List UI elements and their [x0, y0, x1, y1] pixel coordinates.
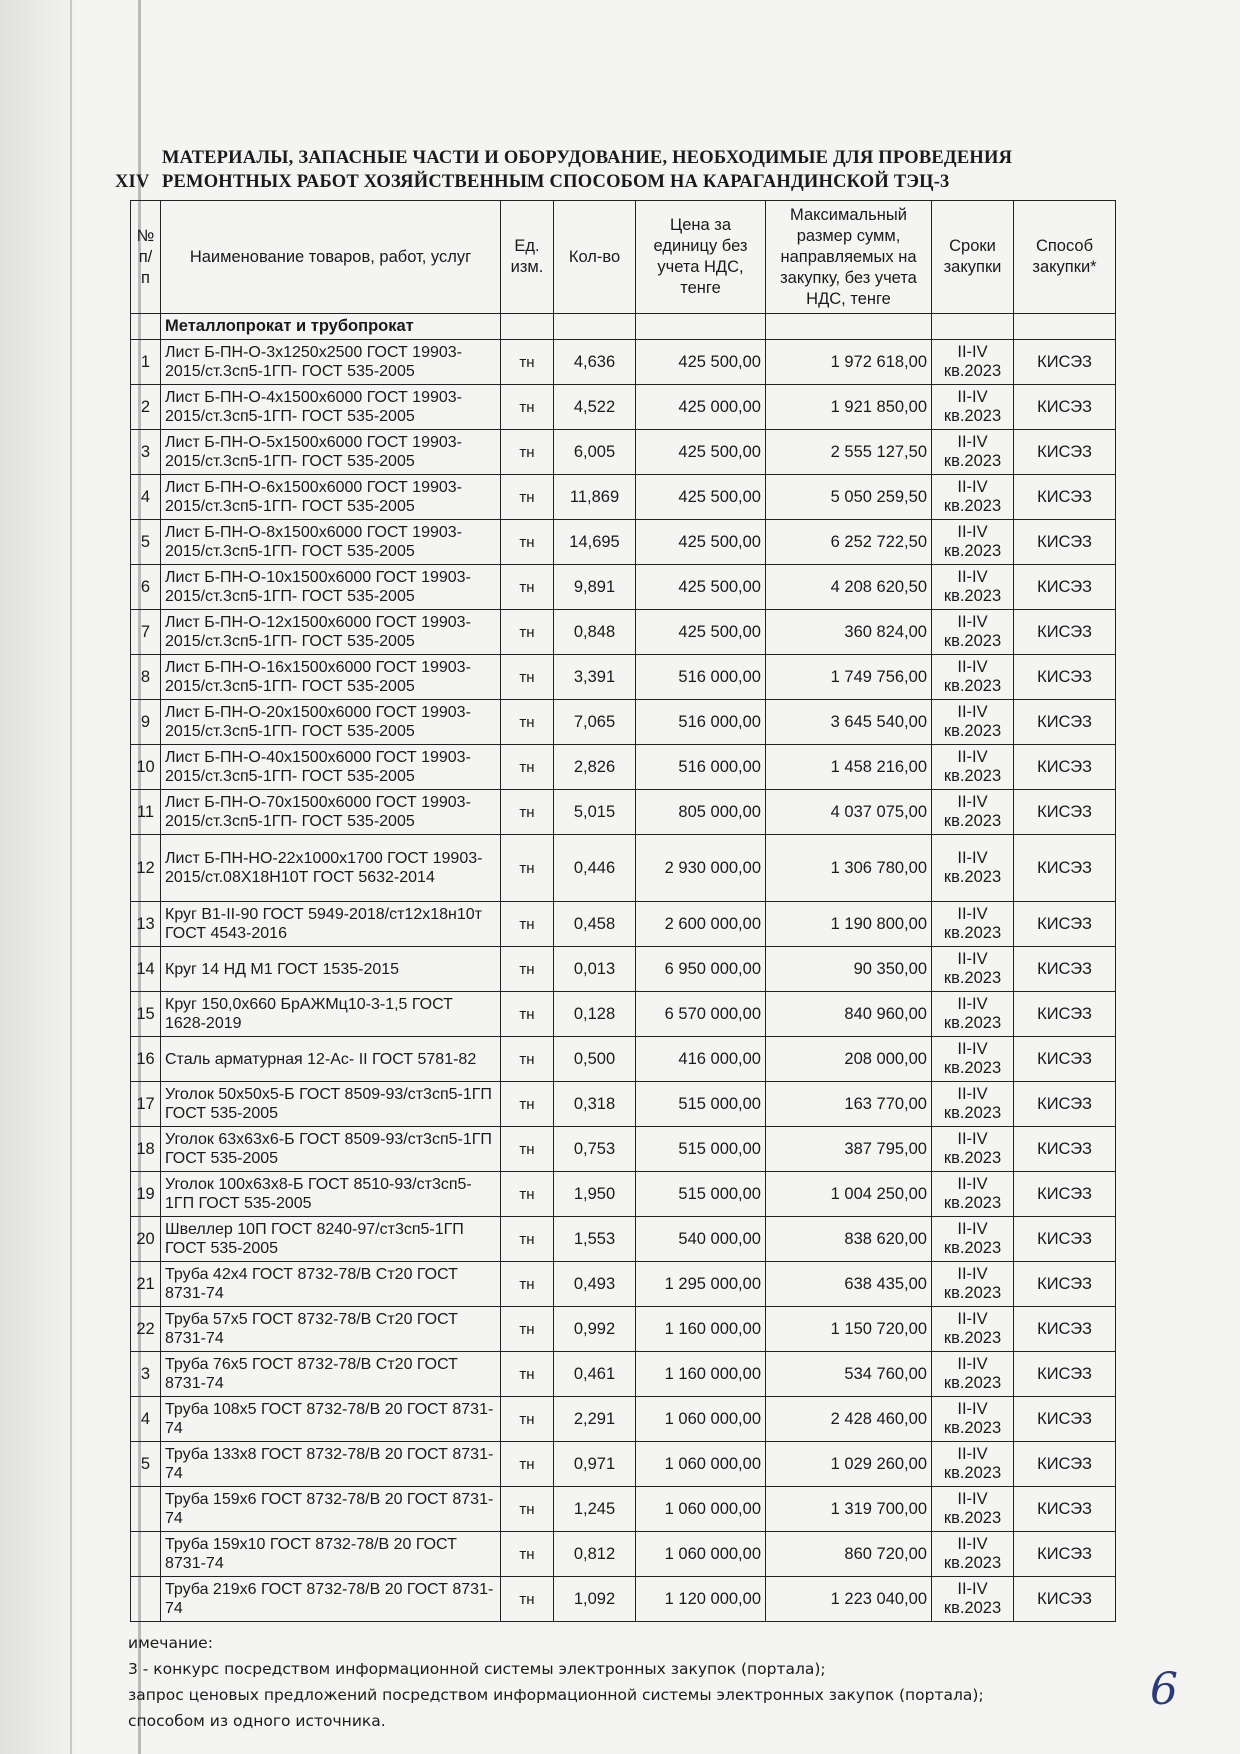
quantity: 9,891 — [554, 565, 636, 610]
max-amount: 1 190 800,00 — [766, 902, 932, 947]
unit: тн — [501, 700, 554, 745]
item-name: Лист Б-ПН-О-20х1500х6000 ГОСТ 19903-2015/ст.3сп5-1ГП- ГОСТ 535-2005 — [161, 700, 501, 745]
row-number: 22 — [131, 1307, 161, 1352]
quantity: 2,826 — [554, 745, 636, 790]
row-number: 1 — [131, 340, 161, 385]
quantity: 0,461 — [554, 1352, 636, 1397]
row-number: 4 — [131, 1397, 161, 1442]
table-row — [131, 610, 1116, 655]
unit: тн — [501, 610, 554, 655]
quantity: 4,636 — [554, 340, 636, 385]
unit: тн — [501, 1352, 554, 1397]
table-row — [131, 947, 1116, 992]
max-amount: 1 921 850,00 — [766, 385, 932, 430]
unit: тн — [501, 1307, 554, 1352]
max-amount: 638 435,00 — [766, 1262, 932, 1307]
procurement-period: II-IV кв.2023 — [932, 1307, 1014, 1352]
row-number: 15 — [131, 992, 161, 1037]
max-amount: 1 223 040,00 — [766, 1577, 932, 1622]
item-name: Круг 150,0х660 БрАЖМц10-3-1,5 ГОСТ 1628-2019 — [161, 992, 501, 1037]
item-name: Швеллер 10П ГОСТ 8240-97/ст3сп5-1ГП ГОСТ 535-2005 — [161, 1217, 501, 1262]
procurement-method: КИСЭЗ — [1014, 947, 1116, 992]
procurement-method: КИСЭЗ — [1014, 610, 1116, 655]
table-row — [131, 1262, 1116, 1307]
max-amount: 1 306 780,00 — [766, 835, 932, 902]
unit-price: 6 950 000,00 — [636, 947, 766, 992]
max-amount: 1 749 756,00 — [766, 655, 932, 700]
item-name: Лист Б-ПН-О-6х1500х6000 ГОСТ 19903-2015/ст.3сп5-1ГП- ГОСТ 535-2005 — [161, 475, 501, 520]
max-amount: 4 037 075,00 — [766, 790, 932, 835]
row-number: 5 — [131, 1442, 161, 1487]
max-amount: 1 458 216,00 — [766, 745, 932, 790]
unit-price: 515 000,00 — [636, 1127, 766, 1172]
procurement-period: II-IV кв.2023 — [932, 565, 1014, 610]
unit: тн — [501, 835, 554, 902]
quantity: 0,500 — [554, 1037, 636, 1082]
unit-price: 516 000,00 — [636, 745, 766, 790]
procurement-method: КИСЭЗ — [1014, 520, 1116, 565]
unit-price: 425 500,00 — [636, 565, 766, 610]
unit-price: 425 000,00 — [636, 385, 766, 430]
item-name: Лист Б-ПН-О-10х1500х6000 ГОСТ 19903-2015/ст.3сп5-1ГП- ГОСТ 535-2005 — [161, 565, 501, 610]
row-number: 4 — [131, 475, 161, 520]
quantity: 0,971 — [554, 1442, 636, 1487]
table-row — [131, 1532, 1116, 1577]
procurement-method: КИСЭЗ — [1014, 1577, 1116, 1622]
procurement-period: II-IV кв.2023 — [932, 902, 1014, 947]
max-amount: 208 000,00 — [766, 1037, 932, 1082]
column-header: Ед. изм. — [501, 201, 554, 314]
item-name: Лист Б-ПН-О-5х1500х6000 ГОСТ 19903-2015/ст.3сп5-1ГП- ГОСТ 535-2005 — [161, 430, 501, 475]
max-amount: 534 760,00 — [766, 1352, 932, 1397]
row-number: 21 — [131, 1262, 161, 1307]
procurement-period: II-IV кв.2023 — [932, 1172, 1014, 1217]
unit-price: 1 060 000,00 — [636, 1532, 766, 1577]
quantity: 0,992 — [554, 1307, 636, 1352]
unit: тн — [501, 1127, 554, 1172]
quantity: 0,493 — [554, 1262, 636, 1307]
unit: тн — [501, 1262, 554, 1307]
unit-price: 416 000,00 — [636, 1037, 766, 1082]
table-row — [131, 902, 1116, 947]
procurement-period: II-IV кв.2023 — [932, 610, 1014, 655]
procurement-method: КИСЭЗ — [1014, 1352, 1116, 1397]
unit-price: 6 570 000,00 — [636, 992, 766, 1037]
category-label: Металлопрокат и трубопрокат — [161, 314, 501, 340]
item-name: Уголок 50х50х5-Б ГОСТ 8509-93/ст3сп5-1ГП ГОСТ 535-2005 — [161, 1082, 501, 1127]
unit: тн — [501, 520, 554, 565]
note-heading: имечание: — [128, 1634, 213, 1652]
item-name: Труба 108х5 ГОСТ 8732-78/В 20 ГОСТ 8731-74 — [161, 1397, 501, 1442]
item-name: Лист Б-ПН-О-40х1500х6000 ГОСТ 19903-2015/ст.3сп5-1ГП- ГОСТ 535-2005 — [161, 745, 501, 790]
item-name: Лист Б-ПН-О-12х1500х6000 ГОСТ 19903-2015/ст.3сп5-1ГП- ГОСТ 535-2005 — [161, 610, 501, 655]
unit-price: 1 060 000,00 — [636, 1487, 766, 1532]
row-number: 7 — [131, 610, 161, 655]
procurement-method: КИСЭЗ — [1014, 565, 1116, 610]
item-name: Труба 42х4 ГОСТ 8732-78/В Ст20 ГОСТ 8731-74 — [161, 1262, 501, 1307]
procurement-period: II-IV кв.2023 — [932, 1487, 1014, 1532]
max-amount: 360 824,00 — [766, 610, 932, 655]
table-row — [131, 340, 1116, 385]
item-name: Лист Б-ПН-О-70х1500х6000 ГОСТ 19903-2015/ст.3сп5-1ГП- ГОСТ 535-2005 — [161, 790, 501, 835]
quantity: 0,753 — [554, 1127, 636, 1172]
unit-price: 515 000,00 — [636, 1172, 766, 1217]
unit-price: 540 000,00 — [636, 1217, 766, 1262]
unit-price: 805 000,00 — [636, 790, 766, 835]
column-header: Кол-во — [554, 201, 636, 314]
table-row — [131, 745, 1116, 790]
unit: тн — [501, 902, 554, 947]
row-number: 19 — [131, 1172, 161, 1217]
max-amount: 1 004 250,00 — [766, 1172, 932, 1217]
procurement-method: КИСЭЗ — [1014, 1037, 1116, 1082]
max-amount: 838 620,00 — [766, 1217, 932, 1262]
max-amount: 6 252 722,50 — [766, 520, 932, 565]
unit: тн — [501, 1532, 554, 1577]
category-row — [131, 314, 1116, 340]
quantity: 0,128 — [554, 992, 636, 1037]
max-amount: 860 720,00 — [766, 1532, 932, 1577]
quantity: 0,446 — [554, 835, 636, 902]
unit-price: 1 060 000,00 — [636, 1442, 766, 1487]
procurement-method: КИСЭЗ — [1014, 1307, 1116, 1352]
procurement-method: КИСЭЗ — [1014, 1082, 1116, 1127]
unit-price: 2 930 000,00 — [636, 835, 766, 902]
item-name: Лист Б-ПН-О-4х1500х6000 ГОСТ 19903-2015/ст.3сп5-1ГП- ГОСТ 535-2005 — [161, 385, 501, 430]
unit: тн — [501, 1442, 554, 1487]
unit-price: 1 120 000,00 — [636, 1577, 766, 1622]
row-number: 12 — [131, 835, 161, 902]
table-row — [131, 565, 1116, 610]
table-row — [131, 835, 1116, 902]
item-name: Труба 219х6 ГОСТ 8732-78/В 20 ГОСТ 8731-74 — [161, 1577, 501, 1622]
procurement-method: КИСЭЗ — [1014, 1532, 1116, 1577]
procurement-method: КИСЭЗ — [1014, 1442, 1116, 1487]
procurement-period: II-IV кв.2023 — [932, 1532, 1014, 1577]
unit-price: 2 600 000,00 — [636, 902, 766, 947]
row-number: 20 — [131, 1217, 161, 1262]
procurement-method: КИСЭЗ — [1014, 430, 1116, 475]
procurement-period: II-IV кв.2023 — [932, 1577, 1014, 1622]
procurement-method: КИСЭЗ — [1014, 1487, 1116, 1532]
procurement-method: КИСЭЗ — [1014, 340, 1116, 385]
unit-price: 515 000,00 — [636, 1082, 766, 1127]
row-number: 18 — [131, 1127, 161, 1172]
table-row — [131, 1082, 1116, 1127]
unit: тн — [501, 992, 554, 1037]
procurement-method: КИСЭЗ — [1014, 1217, 1116, 1262]
table-row — [131, 475, 1116, 520]
procurement-method: КИСЭЗ — [1014, 1127, 1116, 1172]
column-header: Сроки закупки — [932, 201, 1014, 314]
procurement-period: II-IV кв.2023 — [932, 745, 1014, 790]
procurement-period: II-IV кв.2023 — [932, 1262, 1014, 1307]
item-name: Лист Б-ПН-О-16х1500х6000 ГОСТ 19903-2015/ст.3сп5-1ГП- ГОСТ 535-2005 — [161, 655, 501, 700]
quantity: 2,291 — [554, 1397, 636, 1442]
row-number: 14 — [131, 947, 161, 992]
note-line: запрос ценовых предложений посредством информационной системы электронных закупок (портала); — [128, 1686, 984, 1704]
row-number: 16 — [131, 1037, 161, 1082]
procurement-period: II-IV кв.2023 — [932, 1352, 1014, 1397]
item-name: Труба 133х8 ГОСТ 8732-78/В 20 ГОСТ 8731-74 — [161, 1442, 501, 1487]
table-row — [131, 700, 1116, 745]
quantity: 1,245 — [554, 1487, 636, 1532]
procurement-method: КИСЭЗ — [1014, 790, 1116, 835]
binding-line — [70, 0, 72, 1754]
item-name: Лист Б-ПН-О-8х1500х6000 ГОСТ 19903-2015/ст.3сп5-1ГП- ГОСТ 535-2005 — [161, 520, 501, 565]
max-amount: 1 150 720,00 — [766, 1307, 932, 1352]
row-number — [131, 1487, 161, 1532]
unit: тн — [501, 340, 554, 385]
max-amount: 5 050 259,50 — [766, 475, 932, 520]
unit-price: 1 295 000,00 — [636, 1262, 766, 1307]
max-amount: 387 795,00 — [766, 1127, 932, 1172]
title-line-2: РЕМОНТНЫХ РАБОТ ХОЗЯЙСТВЕННЫМ СПОСОБОМ НА КАРАГАНДИНСКОЙ ТЭЦ-3 — [162, 172, 950, 192]
procurement-method: КИСЭЗ — [1014, 655, 1116, 700]
table-row — [131, 1217, 1116, 1262]
max-amount: 1 319 700,00 — [766, 1487, 932, 1532]
row-number: 3 — [131, 1352, 161, 1397]
procurement-period: II-IV кв.2023 — [932, 1397, 1014, 1442]
procurement-method: КИСЭЗ — [1014, 1172, 1116, 1217]
quantity: 1,553 — [554, 1217, 636, 1262]
column-header: Наименование товаров, работ, услуг — [161, 201, 501, 314]
unit: тн — [501, 1217, 554, 1262]
unit: тн — [501, 1082, 554, 1127]
unit: тн — [501, 385, 554, 430]
item-name: Круг В1-II-90 ГОСТ 5949-2018/ст12х18н10т ГОСТ 4543-2016 — [161, 902, 501, 947]
max-amount: 4 208 620,50 — [766, 565, 932, 610]
max-amount: 1 972 618,00 — [766, 340, 932, 385]
unit: тн — [501, 1397, 554, 1442]
quantity: 0,458 — [554, 902, 636, 947]
table-row — [131, 992, 1116, 1037]
quantity: 0,013 — [554, 947, 636, 992]
item-name: Уголок 100х63х8-Б ГОСТ 8510-93/ст3сп5-1ГП ГОСТ 535-2005 — [161, 1172, 501, 1217]
row-number: 8 — [131, 655, 161, 700]
column-header: Максимальный размер сумм, направляемых на закупку, без учета НДС, тенге — [766, 201, 932, 314]
unit: тн — [501, 790, 554, 835]
procurement-period: II-IV кв.2023 — [932, 992, 1014, 1037]
item-name: Круг 14 НД М1 ГОСТ 1535-2015 — [161, 947, 501, 992]
row-number — [131, 1577, 161, 1622]
item-name: Уголок 63х63х6-Б ГОСТ 8509-93/ст3сп5-1ГП ГОСТ 535-2005 — [161, 1127, 501, 1172]
table-row — [131, 1397, 1116, 1442]
unit-price: 425 500,00 — [636, 610, 766, 655]
table-row — [131, 520, 1116, 565]
item-name: Сталь арматурная 12-Ас- II ГОСТ 5781-82 — [161, 1037, 501, 1082]
procurement-period: II-IV кв.2023 — [932, 520, 1014, 565]
unit: тн — [501, 475, 554, 520]
column-header: Способ закупки* — [1014, 201, 1116, 314]
procurement-period: II-IV кв.2023 — [932, 340, 1014, 385]
document-title — [162, 146, 1062, 194]
table-row — [131, 1307, 1116, 1352]
procurement-period: II-IV кв.2023 — [932, 385, 1014, 430]
item-name: Труба 76х5 ГОСТ 8732-78/В Ст20 ГОСТ 8731-74 — [161, 1352, 501, 1397]
procurement-period: II-IV кв.2023 — [932, 475, 1014, 520]
unit: тн — [501, 1037, 554, 1082]
unit: тн — [501, 745, 554, 790]
procurement-method: КИСЭЗ — [1014, 992, 1116, 1037]
procurement-period: II-IV кв.2023 — [932, 655, 1014, 700]
row-number — [131, 1532, 161, 1577]
row-number: 17 — [131, 1082, 161, 1127]
note-line: 3 - конкурс посредством информационной системы электронных закупок (портала); — [128, 1660, 826, 1678]
procurement-period: II-IV кв.2023 — [932, 1037, 1014, 1082]
handwritten-page-number: 6 — [1150, 1664, 1178, 1715]
procurement-method: КИСЭЗ — [1014, 1262, 1116, 1307]
unit-price: 516 000,00 — [636, 655, 766, 700]
max-amount: 2 428 460,00 — [766, 1397, 932, 1442]
note-line: способом из одного источника. — [128, 1712, 386, 1730]
row-number: 6 — [131, 565, 161, 610]
procurement-method: КИСЭЗ — [1014, 902, 1116, 947]
table-header-row — [131, 201, 1116, 314]
unit-price: 1 060 000,00 — [636, 1397, 766, 1442]
unit: тн — [501, 947, 554, 992]
unit-price: 516 000,00 — [636, 700, 766, 745]
row-number: 5 — [131, 520, 161, 565]
max-amount: 90 350,00 — [766, 947, 932, 992]
table-row — [131, 430, 1116, 475]
row-number: 13 — [131, 902, 161, 947]
procurement-method: КИСЭЗ — [1014, 835, 1116, 902]
binding-edge — [0, 0, 80, 1754]
procurement-method: КИСЭЗ — [1014, 385, 1116, 430]
row-number: 2 — [131, 385, 161, 430]
table-row — [131, 1577, 1116, 1622]
table-row — [131, 1352, 1116, 1397]
row-number: 10 — [131, 745, 161, 790]
quantity: 3,391 — [554, 655, 636, 700]
quantity: 4,522 — [554, 385, 636, 430]
unit-price: 425 500,00 — [636, 475, 766, 520]
item-name: Труба 159х6 ГОСТ 8732-78/В 20 ГОСТ 8731-74 — [161, 1487, 501, 1532]
notes — [128, 1630, 1128, 1734]
column-header: Цена за единицу без учета НДС, тенге — [636, 201, 766, 314]
table-row — [131, 1127, 1116, 1172]
procurement-period: II-IV кв.2023 — [932, 1127, 1014, 1172]
unit: тн — [501, 1487, 554, 1532]
max-amount: 840 960,00 — [766, 992, 932, 1037]
table-row — [131, 1487, 1116, 1532]
section-number: XIV — [115, 172, 150, 192]
max-amount: 2 555 127,50 — [766, 430, 932, 475]
table-row — [131, 1037, 1116, 1082]
row-number: 3 — [131, 430, 161, 475]
quantity: 5,015 — [554, 790, 636, 835]
item-name: Лист Б-ПН-О-3х1250х2500 ГОСТ 19903-2015/ст.3сп5-1ГП- ГОСТ 535-2005 — [161, 340, 501, 385]
unit-price: 1 160 000,00 — [636, 1307, 766, 1352]
quantity: 0,812 — [554, 1532, 636, 1577]
unit-price: 1 160 000,00 — [636, 1352, 766, 1397]
unit: тн — [501, 1577, 554, 1622]
table-row — [131, 1442, 1116, 1487]
item-name: Труба 57х5 ГОСТ 8732-78/В Ст20 ГОСТ 8731-74 — [161, 1307, 501, 1352]
procurement-period: II-IV кв.2023 — [932, 700, 1014, 745]
unit: тн — [501, 655, 554, 700]
quantity: 6,005 — [554, 430, 636, 475]
procurement-method: КИСЭЗ — [1014, 475, 1116, 520]
max-amount: 1 029 260,00 — [766, 1442, 932, 1487]
procurement-method: КИСЭЗ — [1014, 745, 1116, 790]
quantity: 14,695 — [554, 520, 636, 565]
procurement-period: II-IV кв.2023 — [932, 835, 1014, 902]
item-name: Лист Б-ПН-НО-22х1000х1700 ГОСТ 19903-2015/ст.08Х18Н10Т ГОСТ 5632-2014 — [161, 835, 501, 902]
procurement-period: II-IV кв.2023 — [932, 947, 1014, 992]
item-name: Труба 159х10 ГОСТ 8732-78/В 20 ГОСТ 8731-74 — [161, 1532, 501, 1577]
procurement-period: II-IV кв.2023 — [932, 790, 1014, 835]
quantity: 0,318 — [554, 1082, 636, 1127]
table-row — [131, 655, 1116, 700]
unit-price: 425 500,00 — [636, 340, 766, 385]
unit-price: 425 500,00 — [636, 430, 766, 475]
max-amount: 3 645 540,00 — [766, 700, 932, 745]
quantity: 0,848 — [554, 610, 636, 655]
title-line-1: МАТЕРИАЛЫ, ЗАПАСНЫЕ ЧАСТИ И ОБОРУДОВАНИЕ, НЕОБХОДИМЫЕ ДЛЯ ПРОВЕДЕНИЯ — [162, 148, 1013, 168]
row-number: 11 — [131, 790, 161, 835]
procurement-method: КИСЭЗ — [1014, 700, 1116, 745]
procurement-table — [130, 200, 1116, 1622]
quantity: 1,092 — [554, 1577, 636, 1622]
unit-price: 425 500,00 — [636, 520, 766, 565]
quantity: 7,065 — [554, 700, 636, 745]
procurement-method: КИСЭЗ — [1014, 1397, 1116, 1442]
procurement-period: II-IV кв.2023 — [932, 1442, 1014, 1487]
row-number: 9 — [131, 700, 161, 745]
unit: тн — [501, 1172, 554, 1217]
procurement-period: II-IV кв.2023 — [932, 1217, 1014, 1262]
max-amount: 163 770,00 — [766, 1082, 932, 1127]
quantity: 1,950 — [554, 1172, 636, 1217]
table-row — [131, 1172, 1116, 1217]
procurement-period: II-IV кв.2023 — [932, 1082, 1014, 1127]
table-row — [131, 385, 1116, 430]
column-header: № п/п — [131, 201, 161, 314]
procurement-period: II-IV кв.2023 — [932, 430, 1014, 475]
unit: тн — [501, 565, 554, 610]
quantity: 11,869 — [554, 475, 636, 520]
unit: тн — [501, 430, 554, 475]
table-row — [131, 790, 1116, 835]
